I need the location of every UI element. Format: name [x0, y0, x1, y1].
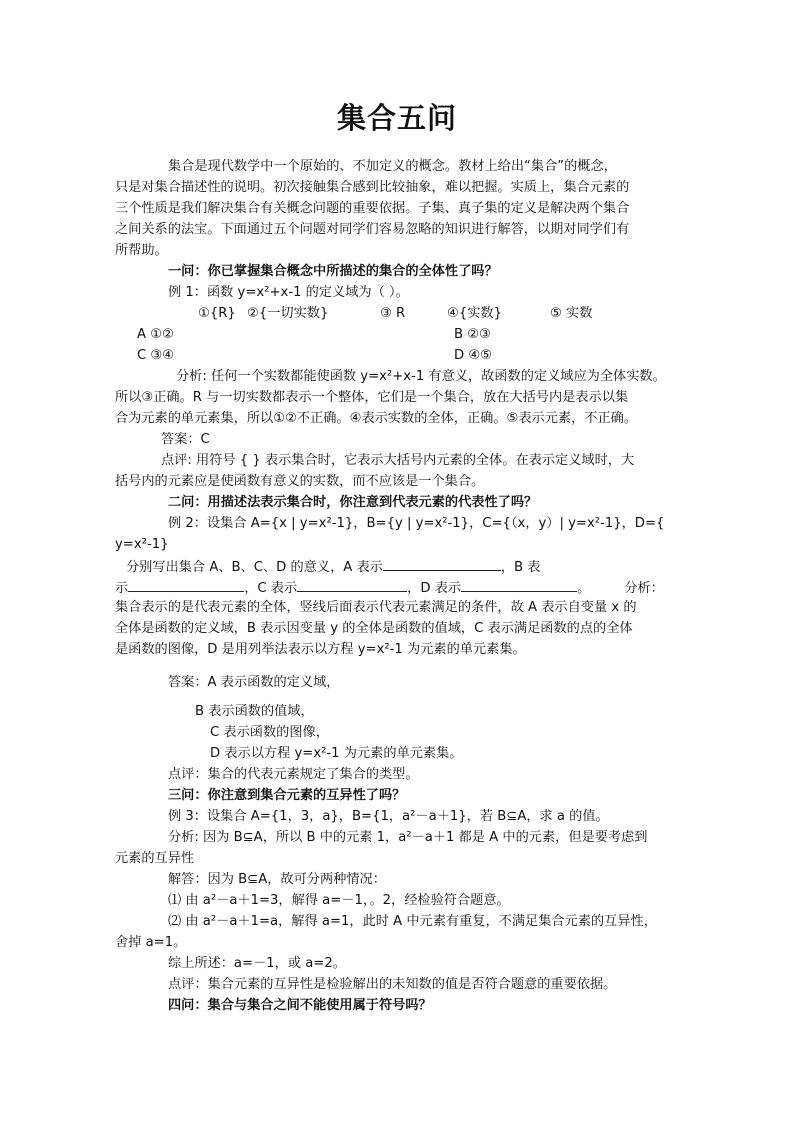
- q1-answer: 答案：C: [161, 432, 210, 447]
- q2-answer-2: B 表示函数的值域，: [195, 704, 314, 719]
- answer-blank-b[interactable]: [128, 577, 244, 592]
- q2-example-2: y=x²-1}: [115, 537, 169, 552]
- q3-heading: 三问：你注意到集合元素的互异性了吗？: [168, 788, 406, 803]
- q1-comment-2: 括号内的元素应是使函数有意义的实数，而不应该是一个集合。: [115, 474, 485, 489]
- q2-example-1: 例 2：设集合 A={x | y=x²-1}，B={y | y=x²-1}，C={（x，y）| y=x²-1}，D={: [168, 516, 665, 531]
- q2-fill-1a: 分别写出集合 A、B、C、D 的意义，A 表示: [126, 560, 383, 575]
- q2-answer-1: 答案：A 表示函数的定义域，: [168, 675, 340, 690]
- q3-analysis-2: 元素的互异性: [115, 851, 195, 866]
- q2-analysis-1: 集合表示的是代表元素的全体，竖线后面表示代表元素满足的条件，故 A 表示自变量 x 的: [115, 600, 637, 615]
- q2-fill-2c: ，D 表示: [407, 581, 462, 596]
- intro-line-1: 集合是现代数学中一个原始的、不加定义的概念。教材上给出“集合”的概念，: [168, 159, 617, 174]
- q3-analysis-1: 分析: 因为 B⊆A，所以 B 中的元素 1，a²－a＋1 都是 A 中的元素，但是要考虑到: [168, 830, 648, 845]
- q2-fill-line-2: [115, 577, 664, 599]
- intro-line-5: 所帮助。: [115, 243, 168, 258]
- q3-case-2a: ⑵ 由 a²－a＋1=a，解得 a=1，此时 A 中元素有重复，不满足集合元素的互异性，: [168, 914, 657, 929]
- q3-example: 例 3：设集合 A={1，3，a}，B={1，a²－a＋1}，若 B⊆A，求 a 的值。: [168, 809, 609, 824]
- intro-line-2: 只是对集合描述性的说明。初次接触集合感到比较抽象，难以把握。实质上，集合元素的: [115, 180, 630, 195]
- q1-choice-b: B ②③: [454, 327, 491, 342]
- answer-blank-d[interactable]: [461, 577, 577, 592]
- answer-blank-a[interactable]: [383, 556, 501, 571]
- q2-answer-3: C 表示函数的图像，: [210, 725, 329, 740]
- q2-fill-2e: 分析：: [624, 581, 664, 596]
- q1-analysis-1: 分析: 任何一个实数都能使函数 y=x²+x-1 有意义，故函数的定义域应为全体实数。: [176, 369, 666, 384]
- q2-fill-2d: 。: [577, 581, 591, 596]
- q3-case-1: ⑴ 由 a²－a＋1=3，解得 a=－1，。2，经检验符合题意。: [168, 893, 510, 908]
- q3-case-2b: 舍掉 a=1。: [115, 935, 187, 950]
- q1-choice-c: C ③④: [137, 348, 175, 363]
- q1-example: 例 1：函数 y=x²+x-1 的定义域为（ ）。: [168, 285, 409, 300]
- q1-analysis-2: 所以③正确。R 与一切实数都表示一个整体，它们是一个集合，放在大括号内是表示以集: [115, 390, 629, 405]
- q1-choice-d: D ④⑤: [454, 348, 492, 363]
- answer-blank-c[interactable]: [297, 577, 407, 592]
- q3-solution: 解答：因为 B⊆A，故可分两种情况：: [168, 872, 386, 887]
- intro-line-3: 三个性质是我们解决集合有关概念问题的重要依据。子集、真子集的定义是解决两个集合: [115, 201, 630, 216]
- q2-heading: 二问：用描述法表示集合时，你注意到代表元素的代表性了吗？: [168, 495, 538, 510]
- q3-comment: 点评：集合元素的互异性是检验解出的未知数的值是否符合题意的重要依据。: [168, 977, 617, 992]
- q4-heading: 四问：集合与集合之间不能使用属于符号吗？: [168, 998, 432, 1013]
- q2-fill-1b: ，B 表: [500, 560, 541, 575]
- intro-line-4: 之间关系的法宝。下面通过五个问题对同学们容易忽略的知识进行解答，以期对同学们有: [115, 222, 630, 237]
- document-title: 集合五问: [336, 101, 457, 135]
- q2-comment: 点评：集合的代表元素规定了集合的类型。: [168, 767, 419, 782]
- q1-option-2: ②{一切实数}: [247, 306, 329, 321]
- q1-analysis-3: 合为元素的单元素集，所以①②不正确。④表示实数的全体，正确。⑤表示元素，不正确。: [115, 411, 638, 426]
- q1-option-3: ③ R: [380, 306, 406, 321]
- q1-option-4: ④{实数}: [447, 306, 502, 321]
- q1-heading: 一问：你已掌握集合概念中所描述的集合的全体性了吗？: [168, 264, 498, 279]
- q2-analysis-3: 是函数的图像，D 是用列举法表示以方程 y=x²-1 为元素的单元素集。: [115, 642, 526, 657]
- q1-option-5: ⑤ 实数: [550, 306, 593, 321]
- q3-summary: 综上所述：a=－1，或 a=2。: [168, 956, 346, 971]
- q2-fill-2b: ，C 表示: [244, 581, 298, 596]
- q1-option-1: ①{R}: [198, 306, 236, 321]
- q1-comment-1: 点评: 用符号 { } 表示集合时，它表示大括号内元素的全体。在表示定义域时，大: [161, 453, 635, 468]
- q2-analysis-2: 全体是函数的定义域，B 表示因变量 y 的全体是函数的值域，C 表示满足函数的点的全体: [115, 621, 633, 636]
- q2-answer-4: D 表示以方程 y=x²-1 为元素的单元素集。: [210, 746, 463, 761]
- q1-choice-a: A ①②: [137, 327, 174, 342]
- q2-fill-2a: 示: [115, 581, 129, 596]
- q2-fill-line-1: [126, 556, 540, 578]
